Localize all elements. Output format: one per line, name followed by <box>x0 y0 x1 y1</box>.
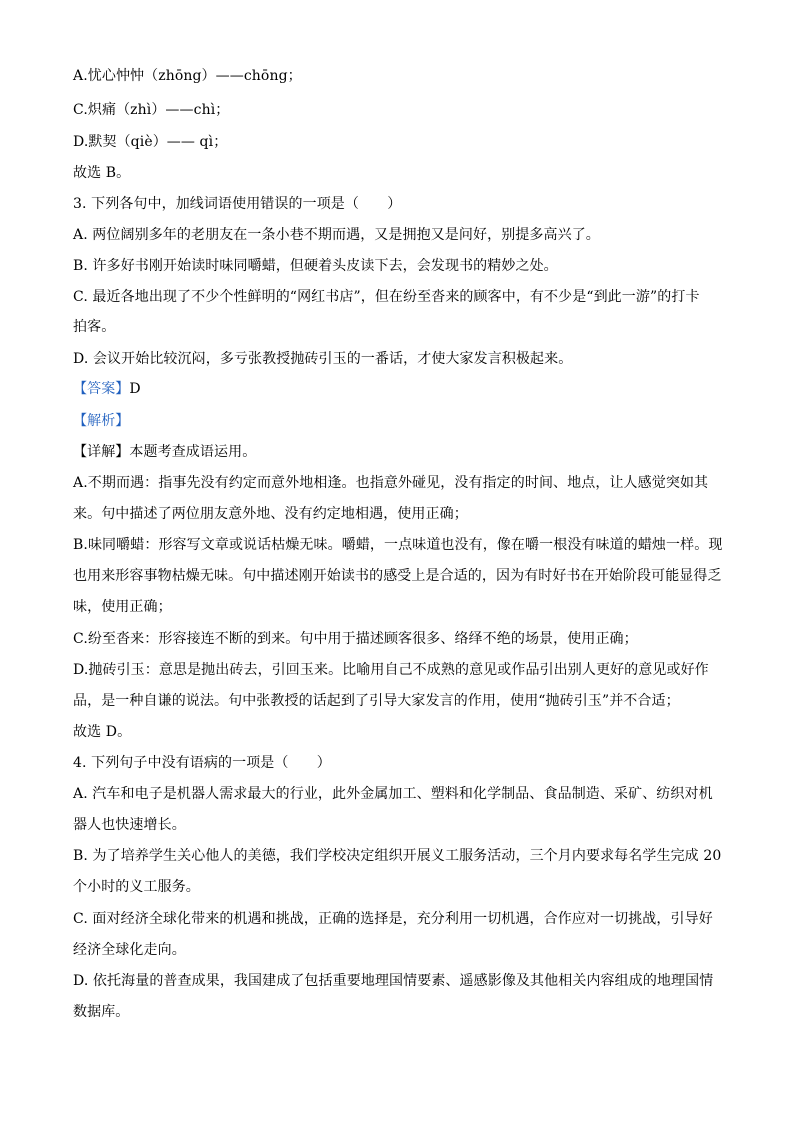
q4-option-c-line1: C. 面对经济全球化带来的机遇和挑战，正确的选择是，充分利用一切机遇，合作应对一切挑战，引导好 <box>73 911 713 927</box>
q3-exp-a-line2: 来。句中描述了两位朋友意外地、没有约定地相遇，使用正确； <box>73 506 468 522</box>
q3-option-b: B. 许多好书刚开始读时味同嚼蜡，但硬着头皮读下去，会发现书的精妙之处。 <box>73 258 558 274</box>
q3-option-a: A. 两位阔别多年的老朋友在一条小巷不期而遇，又是拥抱又是问好，别提多高兴了。 <box>73 227 600 243</box>
q3-final-answer: 故选 D。 <box>73 724 132 740</box>
prev-option-d-note: D.默契（qiè）—— qì； <box>73 134 228 150</box>
q3-detail: 【详解】本题考查成语运用。 <box>73 444 257 460</box>
q3-exp-a-line1: A.不期而遇：指事先没有约定而意外地相逢。也指意外碰见，没有指定的时间、地点，让人感觉突如其 <box>73 475 709 491</box>
q3-exp-c: C.纷至沓来：形容接连不断的到来。句中用于描述顾客很多、络绎不绝的场景，使用正确； <box>73 631 638 647</box>
analysis-tag: 【解析】 <box>73 413 130 429</box>
q4-option-b-line1: B. 为了培养学生关心他人的美德，我们学校决定组织开展义工服务活动，三个月内要求每名学生完成 20 <box>73 848 722 864</box>
answer-value: D <box>129 381 141 397</box>
q4-stem: 4. 下列句子中没有语病的一项是（ ） <box>73 755 331 771</box>
q4-option-a-line2: 器人也快速增长。 <box>73 817 186 833</box>
q4-option-b-line2: 个小时的义工服务。 <box>73 879 200 895</box>
q4-option-d-line2: 数据库。 <box>73 1004 130 1020</box>
q3-exp-b-line2: 也用来形容事物枯燥无味。句中描述刚开始读书的感受上是合适的，因为有时好书在开始阶段可能显得乏 <box>73 568 722 584</box>
q3-exp-d-line2: 品，是一种自谦的说法。句中张教授的话起到了引导大家发言的作用，使用“抛砖引玉”并不合适； <box>73 693 680 709</box>
prev-answer: 故选 B。 <box>73 165 131 181</box>
q4-option-d-line1: D. 依托海量的普查成果，我国建成了包括重要地理国情要素、遥感影像及其他相关内容组成的地理国情 <box>73 973 714 989</box>
q3-option-c-line1: C. 最近各地出现了不少个性鲜明的“网红书店”，但在纷至沓来的顾客中，有不少是“到此一游”的打卡 <box>73 289 700 305</box>
q3-option-d: D. 会议开始比较沉闷，多亏张教授抛砖引玉的一番话，才使大家发言积极起来。 <box>73 351 573 367</box>
q3-exp-d-line1: D.抛砖引玉：意思是抛出砖去，引回玉来。比喻用自己不成熟的意见或作品引出别人更好的意见或好作 <box>73 662 709 678</box>
prev-option-a-note: A.忧心忡忡（zhōng）——chōng； <box>73 68 302 84</box>
prev-option-c-note: C.炽痛（zhì）——chì； <box>73 102 230 118</box>
q4-option-c-line2: 经济全球化走向。 <box>73 942 186 958</box>
q3-exp-b-line1: B.味同嚼蜡：形容写文章或说话枯燥无味。嚼蜡，一点味道也没有，像在嚼一根没有味道的蜡烛一样。现 <box>73 537 723 553</box>
q3-option-c-line2: 拍客。 <box>73 319 116 335</box>
q4-option-a-line1: A. 汽车和电子是机器人需求最大的行业，此外金属加工、塑料和化学制品、食品制造、采矿、纺织对机 <box>73 786 713 802</box>
answer-tag: 【答案】 <box>73 381 130 397</box>
q3-answer <box>73 380 141 398</box>
q3-stem: 3. 下列各句中，加线词语使用错误的一项是（ ） <box>73 196 402 212</box>
q3-exp-b-line3: 味，使用正确； <box>73 599 172 615</box>
